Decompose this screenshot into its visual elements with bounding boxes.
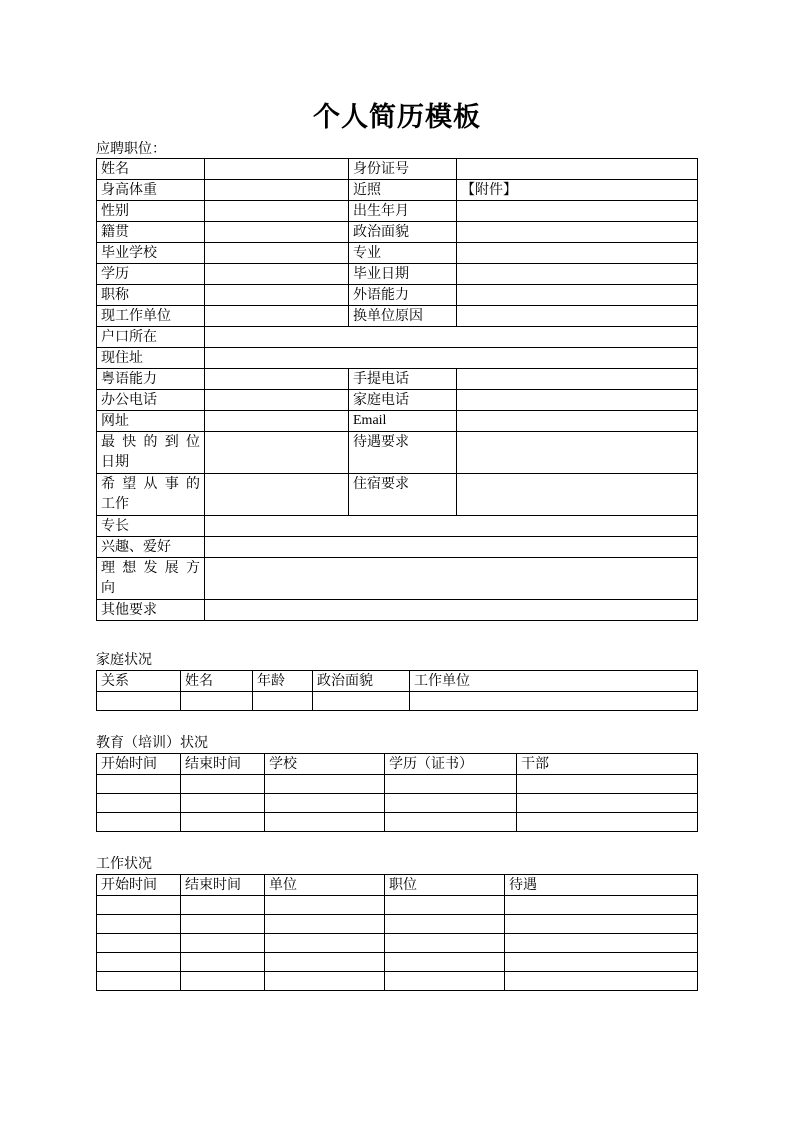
table-row [97, 600, 698, 621]
table-row [97, 516, 698, 537]
label-line: 最快的到位 [101, 434, 200, 450]
table-cell[interactable] [385, 813, 517, 832]
page-title: 个人简历模板 [313, 102, 481, 133]
table-cell[interactable] [265, 794, 385, 813]
column-header: 学历（证书） [385, 754, 517, 775]
table-row [97, 972, 698, 991]
field-label: 换单位原因 [349, 306, 457, 327]
position-label: 应聘职位： [96, 141, 166, 157]
table-row [97, 432, 698, 474]
table-row [97, 327, 698, 348]
table-cell[interactable] [253, 692, 313, 711]
field-value[interactable] [457, 432, 698, 474]
table-row [97, 201, 698, 222]
table-cell[interactable] [181, 794, 265, 813]
table-cell[interactable] [181, 972, 265, 991]
table-cell[interactable] [385, 934, 505, 953]
field-label: 专长 [97, 516, 205, 537]
table-row [97, 558, 698, 600]
table-cell[interactable] [265, 915, 385, 934]
field-label [97, 474, 205, 516]
column-header: 开始时间 [97, 754, 181, 775]
field-label: 籍贯 [97, 222, 205, 243]
photo-attachment[interactable]: 【附件】 [457, 180, 698, 201]
column-header: 职位 [385, 875, 505, 896]
column-header: 结束时间 [181, 754, 265, 775]
field-value[interactable] [205, 201, 349, 222]
column-header: 关系 [97, 671, 181, 692]
table-cell[interactable] [181, 915, 265, 934]
table-cell[interactable] [265, 775, 385, 794]
family-table [96, 670, 698, 711]
field-value[interactable] [457, 306, 698, 327]
table-cell[interactable] [97, 896, 181, 915]
field-label: 网址 [97, 411, 205, 432]
table-row [97, 369, 698, 390]
table-cell[interactable] [97, 813, 181, 832]
field-label: 毕业日期 [349, 264, 457, 285]
table-cell[interactable] [181, 934, 265, 953]
education-table [96, 753, 698, 832]
table-cell[interactable] [505, 934, 698, 953]
column-header: 干部 [517, 754, 698, 775]
column-header: 姓名 [181, 671, 253, 692]
field-label: 办公电话 [97, 390, 205, 411]
label-line: 向 [101, 580, 115, 596]
table-cell[interactable] [505, 915, 698, 934]
table-row [97, 180, 698, 201]
label-line: 希望从事的 [101, 476, 200, 492]
field-label: 近照 [349, 180, 457, 201]
table-row [97, 775, 698, 794]
field-label: 身份证号 [349, 159, 457, 180]
field-value[interactable] [457, 222, 698, 243]
education-section-label: 教育（培训）状况 [96, 735, 208, 751]
table-row [97, 390, 698, 411]
table-cell[interactable] [97, 794, 181, 813]
field-label: 政治面貌 [349, 222, 457, 243]
field-label: 职称 [97, 285, 205, 306]
column-header: 工作单位 [410, 671, 698, 692]
field-label-email: Email [349, 411, 457, 432]
table-row [97, 285, 698, 306]
field-value[interactable] [205, 306, 349, 327]
table-cell[interactable] [385, 953, 505, 972]
label-line: 理想发展方 [101, 560, 200, 576]
table-cell[interactable] [265, 813, 385, 832]
column-header: 单位 [265, 875, 385, 896]
table-row [97, 348, 698, 369]
table-cell[interactable] [505, 953, 698, 972]
field-label [97, 558, 205, 600]
field-value[interactable] [205, 243, 349, 264]
table-cell[interactable] [313, 692, 410, 711]
field-value[interactable] [205, 369, 349, 390]
table-row [97, 537, 698, 558]
field-value-wide[interactable] [205, 600, 698, 621]
table-row [97, 953, 698, 972]
field-label: 学历 [97, 264, 205, 285]
table-row [97, 243, 698, 264]
table-cell[interactable] [265, 896, 385, 915]
work-section-label: 工作状况 [96, 856, 152, 872]
table-row [97, 813, 698, 832]
work-table [96, 874, 698, 991]
table-cell[interactable] [97, 915, 181, 934]
table-header-row [97, 875, 698, 896]
table-cell[interactable] [517, 813, 698, 832]
field-label: 毕业学校 [97, 243, 205, 264]
field-label: 户口所在 [97, 327, 205, 348]
personal-info-table [96, 158, 698, 621]
table-row [97, 794, 698, 813]
column-header: 学校 [265, 754, 385, 775]
field-label: 性别 [97, 201, 205, 222]
table-cell[interactable] [97, 934, 181, 953]
table-cell[interactable] [181, 953, 265, 972]
table-row [97, 934, 698, 953]
field-value[interactable] [205, 222, 349, 243]
field-label: 现工作单位 [97, 306, 205, 327]
table-cell[interactable] [265, 934, 385, 953]
field-value[interactable] [205, 432, 349, 474]
table-row [97, 474, 698, 516]
label-line: 日期 [101, 454, 129, 470]
table-cell[interactable] [265, 972, 385, 991]
field-value[interactable] [457, 264, 698, 285]
field-label: 住宿要求 [349, 474, 457, 516]
table-row [97, 692, 698, 711]
label-line: 工作 [101, 496, 129, 512]
field-value[interactable] [457, 243, 698, 264]
table-cell[interactable] [181, 692, 253, 711]
field-value[interactable] [457, 411, 698, 432]
table-header-row [97, 754, 698, 775]
table-row [97, 264, 698, 285]
table-header-row [97, 671, 698, 692]
field-value[interactable] [205, 411, 349, 432]
table-row [97, 915, 698, 934]
column-header: 政治面貌 [313, 671, 410, 692]
table-cell[interactable] [385, 896, 505, 915]
field-label: 姓名 [97, 159, 205, 180]
table-cell[interactable] [181, 896, 265, 915]
table-cell[interactable] [97, 953, 181, 972]
table-cell[interactable] [517, 794, 698, 813]
field-value[interactable] [457, 369, 698, 390]
field-label: 兴趣、爱好 [97, 537, 205, 558]
table-cell[interactable] [97, 775, 181, 794]
field-value-wide[interactable] [205, 537, 698, 558]
field-value[interactable] [457, 474, 698, 516]
table-row [97, 306, 698, 327]
field-value-wide[interactable] [205, 348, 698, 369]
field-value[interactable] [205, 390, 349, 411]
column-header: 开始时间 [97, 875, 181, 896]
field-value[interactable] [457, 159, 698, 180]
field-label: 现住址 [97, 348, 205, 369]
field-value[interactable] [457, 285, 698, 306]
table-cell[interactable] [97, 692, 181, 711]
field-label: 家庭电话 [349, 390, 457, 411]
field-label: 其他要求 [97, 600, 205, 621]
table-cell[interactable] [385, 972, 505, 991]
family-section-label: 家庭状况 [96, 652, 152, 668]
table-cell[interactable] [265, 953, 385, 972]
field-label: 手提电话 [349, 369, 457, 390]
field-value-wide[interactable] [205, 516, 698, 537]
column-header: 结束时间 [181, 875, 265, 896]
table-cell[interactable] [181, 775, 265, 794]
table-cell[interactable] [385, 775, 517, 794]
field-label: 外语能力 [349, 285, 457, 306]
field-label: 专业 [349, 243, 457, 264]
field-label: 出生年月 [349, 201, 457, 222]
table-cell[interactable] [505, 972, 698, 991]
field-value-wide[interactable] [205, 558, 698, 600]
field-value[interactable] [205, 159, 349, 180]
table-cell[interactable] [97, 972, 181, 991]
table-cell[interactable] [385, 915, 505, 934]
field-label [97, 432, 205, 474]
table-cell[interactable] [410, 692, 698, 711]
table-cell[interactable] [181, 813, 265, 832]
table-cell[interactable] [517, 775, 698, 794]
field-value[interactable] [205, 285, 349, 306]
table-row [97, 411, 698, 432]
field-value[interactable] [457, 201, 698, 222]
field-value[interactable] [205, 264, 349, 285]
table-cell[interactable] [505, 896, 698, 915]
field-value-wide[interactable] [205, 327, 698, 348]
column-header: 年龄 [253, 671, 313, 692]
table-row [97, 896, 698, 915]
field-value[interactable] [205, 180, 349, 201]
field-value[interactable] [205, 474, 349, 516]
column-header: 待遇 [505, 875, 698, 896]
field-label: 待遇要求 [349, 432, 457, 474]
field-label: 粤语能力 [97, 369, 205, 390]
table-row [97, 159, 698, 180]
table-row [97, 222, 698, 243]
field-label: 身高体重 [97, 180, 205, 201]
table-cell[interactable] [385, 794, 517, 813]
field-value[interactable] [457, 390, 698, 411]
